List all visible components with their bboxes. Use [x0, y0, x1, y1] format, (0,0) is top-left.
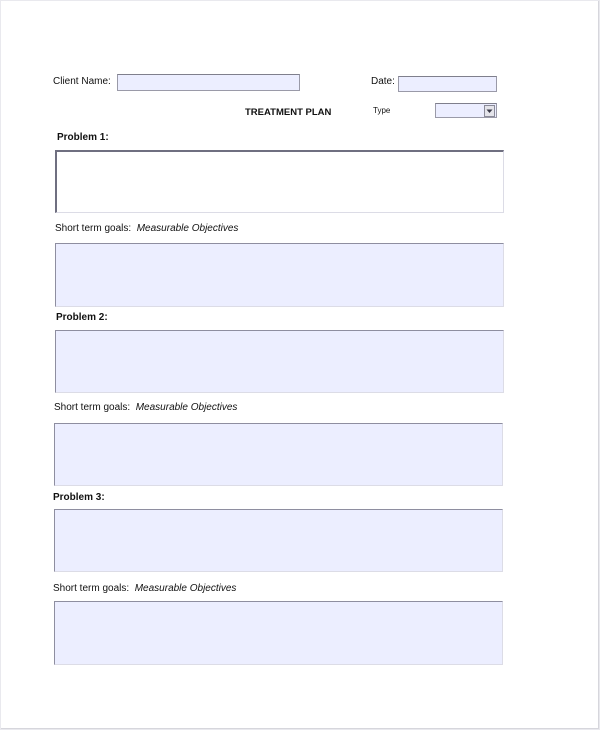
problem-2-field[interactable]: [55, 330, 504, 393]
client-name-label: Client Name:: [53, 76, 111, 87]
form-page: [1, 1, 599, 729]
form-title: TREATMENT PLAN: [245, 107, 332, 118]
date-label: Date:: [371, 76, 395, 87]
problem-1-field[interactable]: [55, 150, 504, 213]
goals-2-field[interactable]: [54, 423, 503, 486]
problem-3-label: Problem 3:: [53, 492, 105, 503]
goals-1-label: Short term goals: Measurable Objectives: [55, 223, 239, 234]
goals-2-label: Short term goals: Measurable Objectives: [54, 402, 238, 413]
type-label: Type: [373, 106, 391, 115]
date-field[interactable]: [398, 76, 497, 92]
type-dropdown[interactable]: [435, 103, 497, 118]
problem-2-label: Problem 2:: [56, 312, 108, 323]
client-name-field[interactable]: [117, 74, 300, 91]
goals-1-field[interactable]: [55, 243, 504, 307]
problem-3-field[interactable]: [54, 509, 503, 572]
goals-3-field[interactable]: [54, 601, 503, 665]
goals-3-label: Short term goals: Measurable Objectives: [53, 583, 237, 594]
problem-1-label: Problem 1:: [57, 132, 109, 143]
chevron-down-icon[interactable]: [484, 105, 495, 117]
